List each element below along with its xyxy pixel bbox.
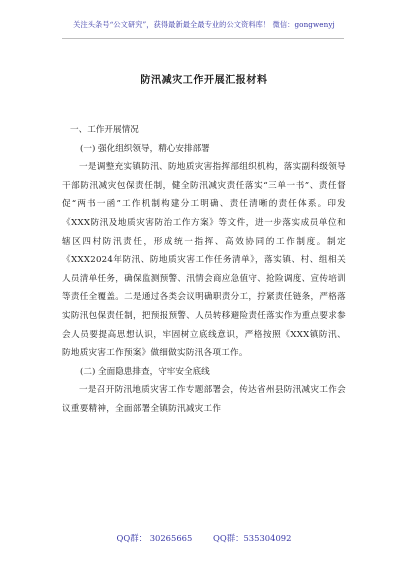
subsection-heading-2: (二) 全面隐患排查，守牢安全底线 [80, 366, 210, 377]
body-paragraph-2: 一是召开防汛地质灾害工作专题部署会，传达省州县防汛减灾工作会议重要精神，全面部署全镇防汛减灾工作 [62, 385, 346, 414]
document-title: 防汛减灾工作开展汇报材料 [140, 75, 268, 86]
section-heading: 一、工作开展情况 [70, 125, 139, 135]
footer-contact [0, 532, 408, 544]
footer-qq-group-1: QQ群： 30265665 [116, 533, 193, 543]
header-promo-note: 关注头条号“公文研究”，获得最新最全最专业的公文资料库！ 微信：gongwenyj [73, 20, 335, 29]
document-body [62, 121, 346, 419]
header-divider [62, 38, 344, 39]
footer-qq-group-2: QQ群：535304092 [213, 533, 292, 543]
body-paragraph-1: 一是调整充实镇防汛、防地质灾害指挥部组织机构，落实副科级领导干部防汛减灾包保责任制，健全防汛减灾责任落实“三单一书”、责任督促“两书一函”工作机制构建分工明确、责任清晰的责任体系。印发《XXX防汛及地质灾害防治工作方案》等文件，进一步落实成员单位和辖区四村防汛责任，形成统一指挥、高效协同的工作制度。制定《XXX2024年防汛、防地质灾害工作任务清单》，落实镇、村、组相关人员清单任务，确保监测预警、汛情会商应急值守、抢险调度、宣传培训等责任全覆盖。二是通过各类会议明确职责分工，拧紧责任链条，严格落实防汛包保责任制，把预报预警、人员转移避险责任落实作为重点要求参会人员要提高思想认识，牢固树立底线意识，严格按照《XXX镇防汛、防地质灾害工作预案》做细做实防汛各项工作。 [62, 162, 346, 359]
subsection-heading-1: (一) 强化组织领导，精心安排部署 [80, 143, 210, 154]
